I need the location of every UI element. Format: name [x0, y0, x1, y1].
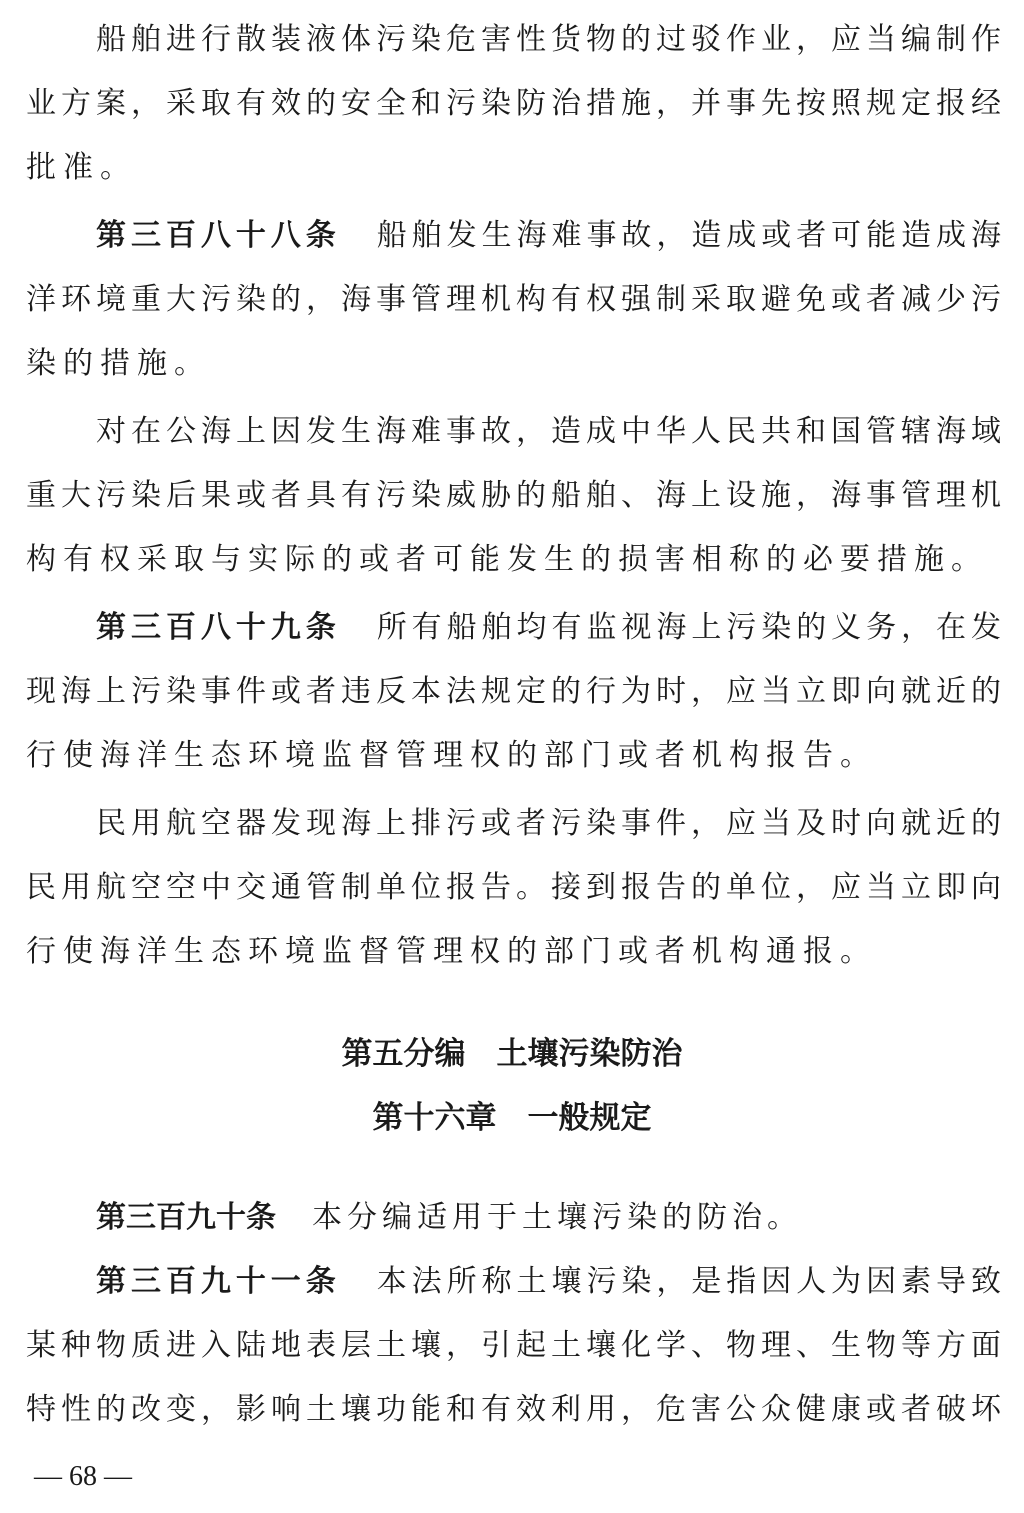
- chapter-heading: 第十六章 一般规定: [372, 1100, 652, 1136]
- paragraph-line: 特性的改变，影响土壤功能和有效利用，危害公众健康或者破坏: [26, 1392, 1001, 1427]
- paragraph-line: 染的措施。: [26, 346, 211, 381]
- article-line: 第三百八十九条 所有船舶均有监视海上污染的义务，在发: [96, 610, 1001, 645]
- article-number: 第三百九十一条: [96, 1264, 341, 1299]
- paragraph-line: 民用航空空中交通管制单位报告。接到报告的单位，应当立即向: [26, 870, 1001, 905]
- part-heading: 第五分编 土壤污染防治: [341, 1036, 683, 1072]
- paragraph-line: 行使海洋生态环境监督管理权的部门或者机构报告。: [26, 738, 877, 773]
- paragraph-line: 批准。: [26, 150, 137, 185]
- paragraph-line: 重大污染后果或者具有污染威胁的船舶、海上设施，海事管理机: [26, 478, 1001, 513]
- paragraph-line: 船舶进行散装液体污染危害性货物的过驳作业，应当编制作: [96, 22, 1001, 57]
- article-line: 第三百八十八条 船舶发生海难事故，造成或者可能造成海: [96, 218, 1001, 253]
- article-number: 第三百八十八条: [96, 218, 341, 253]
- article-line: 第三百九十条 本分编适用于土壤污染的防治。: [96, 1200, 802, 1235]
- paragraph-line: 民用航空器发现海上排污或者污染事件，应当及时向就近的: [96, 806, 1001, 841]
- paragraph-line: 洋环境重大污染的，海事管理机构有权强制采取避免或者减少污: [26, 282, 1001, 317]
- article-number: 第三百九十条: [96, 1200, 276, 1235]
- paragraph-line: 某种物质进入陆地表层土壤，引起土壤化学、物理、生物等方面: [26, 1328, 1001, 1363]
- paragraph-line: 行使海洋生态环境监督管理权的部门或者机构通报。: [26, 934, 877, 969]
- paragraph-line: 现海上污染事件或者违反本法规定的行为时，应当立即向就近的: [26, 674, 1001, 709]
- page-number: — 68 —: [34, 1461, 132, 1492]
- paragraph-line: 对在公海上因发生海难事故，造成中华人民共和国管辖海域: [96, 414, 1001, 449]
- paragraph-line: 业方案，采取有效的安全和污染防治措施，并事先按照规定报经: [26, 86, 1001, 121]
- article-line: 第三百九十一条 本法所称土壤污染，是指因人为因素导致: [96, 1264, 1001, 1299]
- paragraph-line: 构有权采取与实际的或者可能发生的损害相称的必要措施。: [26, 542, 988, 577]
- article-number: 第三百八十九条: [96, 610, 341, 645]
